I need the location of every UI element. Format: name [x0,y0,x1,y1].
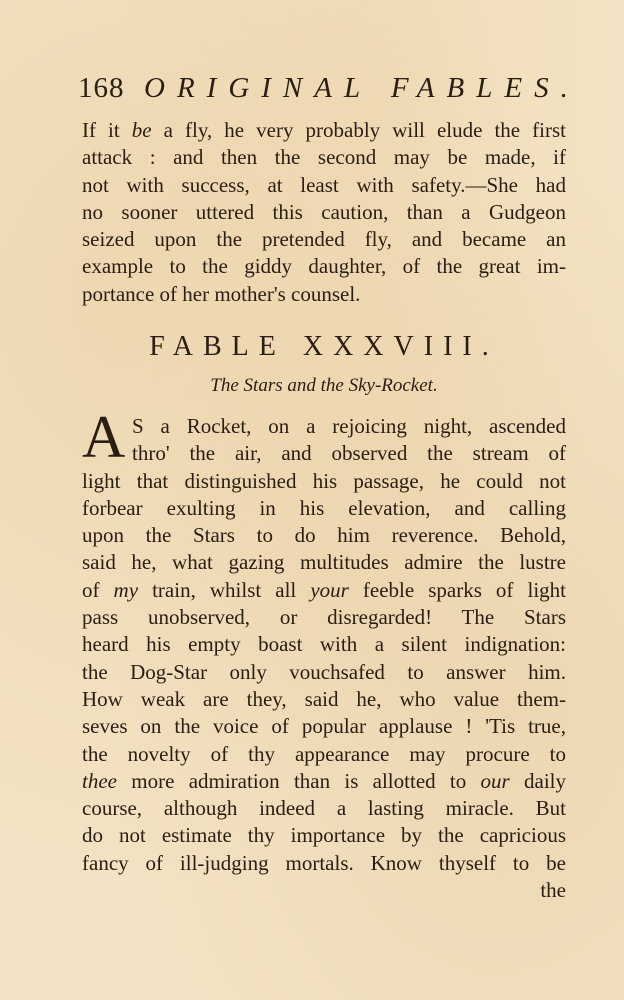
italic-text: be [131,118,152,142]
text-segment: course, although indeed a lasting miracle. But [82,796,566,821]
fable-subtitle: The Stars and the Sky-Rocket. [210,375,438,396]
text-line [82,577,566,604]
text-line [82,713,566,740]
text-segment: not with success, at least with safety.—She had [82,172,566,197]
drop-cap: A [82,404,126,470]
text-line [82,822,566,849]
text-line [82,117,566,144]
text-line [82,253,566,280]
text-line [82,795,566,822]
text-segment: more admiration than is allotted to [116,768,481,793]
text-segment: light that distinguished his passage, he could not [82,468,566,493]
text-segment: no sooner uttered this caution, than a Gudgeon [82,199,566,224]
text-segment: portance of her mother's counsel. [82,281,361,306]
text-line [82,281,566,308]
text-segment: upon the Stars to do him reverence. Behold, [82,523,566,548]
text-segment: the [540,878,566,903]
text-segment: the Dog-Star only vouchsafed to answer him. [82,659,566,684]
continued-paragraph [82,117,566,308]
text-line [82,631,566,658]
text-line [82,226,566,253]
text-segment: seized upon the pretended fly, and became an [82,227,566,252]
text-segment: fancy of ill-judging mortals. Know thyself to be [82,850,566,875]
text-segment: daily [509,768,566,793]
italic-text: our [480,768,510,793]
text-segment: the novelty of thy appearance may procure to [82,741,566,766]
text-line [82,604,566,631]
text-segment: feeble sparks of light [348,577,566,602]
fable-heading: FABLE XXXVIII. [149,331,499,362]
text-segment: How weak are they, said he, who value them- [82,686,566,711]
text-line [82,413,566,440]
text-line [82,877,566,904]
text-segment: S a Rocket, on a rejoicing night, ascended [132,414,566,438]
text-segment: of [82,577,114,602]
italic-text: your [310,577,349,602]
text-segment: do not estimate thy importance by the capricious [82,823,566,848]
italic-text: my [113,577,139,602]
text-line [82,468,566,495]
text-segment: train, whilst all [138,577,311,602]
text-segment: a fly, he very probably will elude the first [151,118,566,142]
text-line [82,172,566,199]
page-header [78,70,580,110]
text-line [82,549,566,576]
italic-text: thee [82,768,117,793]
text-line [82,440,566,467]
text-line [82,686,566,713]
text-segment: thro' the air, and observed the stream of [132,441,566,466]
text-line [82,144,566,171]
text-line [82,768,566,795]
text-line [82,850,566,877]
text-line [82,495,566,522]
text-segment: If it [82,118,132,142]
text-segment: heard his empty boast with a silent indignation: [82,632,566,657]
text-segment: said he, what gazing multitudes admire the lustre [82,550,566,575]
text-segment: attack : and then the second may be made, if [82,145,566,170]
text-line [82,199,566,226]
text-segment: pass unobserved, or disregarded! The Stars [82,605,566,630]
text-segment: seves on the voice of popular applause ! 'Tis true, [82,714,566,739]
text-segment: example to the giddy daughter, of the great im- [82,254,566,279]
running-title: ORIGINAL FABLES. [144,72,580,104]
page-number: 168 [78,72,125,104]
text-segment: forbear exulting in his elevation, and calling [82,495,566,520]
text-line [82,522,566,549]
text-line [82,659,566,686]
fable-paragraph [82,413,566,904]
text-line [82,741,566,768]
